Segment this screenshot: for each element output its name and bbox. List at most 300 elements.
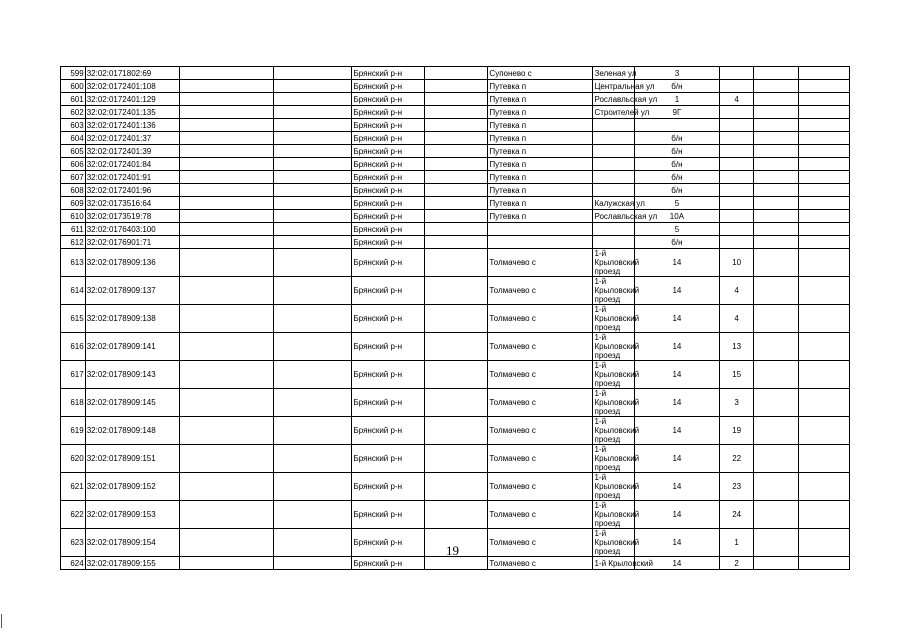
cadastral-number-cell: 32:02:0172401:37 [85,132,180,145]
house-cell: б/н [634,80,719,93]
street-cell: 1-й Крыловский [594,558,653,568]
cadastral-number-cell: 32:02:0172401:108 [85,80,180,93]
row-number-cell: 622 [61,501,86,529]
district-cell: Брянский р-н [352,389,424,417]
empty-cell [754,473,799,501]
district-cell: Брянский р-н [352,529,424,557]
row-number-cell: 601 [61,93,86,106]
house-cell: 14 [634,277,719,305]
empty-cell [180,305,274,333]
empty-cell [424,501,488,529]
locality-cell [488,236,593,249]
locality-cell: Путевка п [488,106,593,119]
locality-cell: Путевка п [488,93,593,106]
table-row [61,223,850,236]
empty-cell [180,236,274,249]
empty-cell [180,210,274,223]
empty-cell [274,145,352,158]
locality-cell: Супонево с [488,67,593,80]
empty-cell [424,210,488,223]
empty-cell [424,417,488,445]
locality-cell: Путевка п [488,119,593,132]
empty-cell [799,93,850,106]
cadastral-number-cell: 32:02:0178909:148 [85,417,180,445]
row-number-cell: 614 [61,277,86,305]
district-cell: Брянский р-н [352,197,424,210]
empty-cell [754,197,799,210]
locality-cell: Путевка п [488,171,593,184]
district-cell: Брянский р-н [352,145,424,158]
house-cell: 14 [634,445,719,473]
empty-cell [274,389,352,417]
empty-cell [799,210,850,223]
flat-cell [720,223,754,236]
row-number-cell: 599 [61,67,86,80]
empty-cell [180,197,274,210]
empty-cell [799,158,850,171]
empty-cell [424,305,488,333]
flat-cell [720,80,754,93]
district-cell: Брянский р-н [352,93,424,106]
empty-cell [180,80,274,93]
district-cell: Брянский р-н [352,171,424,184]
empty-cell [424,67,488,80]
flat-cell: 22 [720,445,754,473]
empty-cell [754,210,799,223]
row-number-cell: 619 [61,417,86,445]
table-row [61,236,850,249]
cadastral-number-cell: 32:02:0178909:153 [85,501,180,529]
district-cell: Брянский р-н [352,223,424,236]
empty-cell [754,333,799,361]
empty-cell [424,249,488,277]
empty-cell [799,305,850,333]
flat-cell [720,197,754,210]
street-cell: 1-й Крыловский проезд [594,529,640,556]
house-cell: б/н [634,145,719,158]
empty-cell [799,145,850,158]
district-cell: Брянский р-н [352,184,424,197]
empty-cell [754,501,799,529]
empty-cell [754,305,799,333]
empty-cell [799,223,850,236]
row-number-cell: 616 [61,333,86,361]
cadastral-number-cell: 32:02:0172401:39 [85,145,180,158]
empty-cell [424,145,488,158]
empty-cell [274,473,352,501]
house-cell: 3 [634,67,719,80]
district-cell: Брянский р-н [352,80,424,93]
cadastral-number-cell: 32:02:0178909:136 [85,249,180,277]
empty-cell [754,119,799,132]
flat-cell: 3 [720,389,754,417]
street-cell [593,184,634,197]
district-cell: Брянский р-н [352,473,424,501]
row-number-cell: 624 [61,557,86,570]
cadastral-number-cell: 32:02:0172401:91 [85,171,180,184]
street-cell: Рославльская ул [594,211,658,221]
empty-cell [799,236,850,249]
empty-cell [424,132,488,145]
locality-cell: Путевка п [488,132,593,145]
district-cell: Брянский р-н [352,361,424,389]
row-number-cell: 606 [61,158,86,171]
empty-cell [274,417,352,445]
locality-cell: Толмачево с [488,445,593,473]
street-cell: 1-й Крыловский проезд [594,249,640,276]
empty-cell [799,80,850,93]
empty-cell [274,249,352,277]
locality-cell: Путевка п [488,197,593,210]
house-cell: 14 [634,305,719,333]
empty-cell [799,445,850,473]
district-cell: Брянский р-н [352,445,424,473]
district-cell: Брянский р-н [352,236,424,249]
empty-cell [274,361,352,389]
empty-cell [754,417,799,445]
empty-cell [180,333,274,361]
empty-cell [274,132,352,145]
row-number-cell: 600 [61,80,86,93]
cadastral-number-cell: 32:02:0171802:69 [85,67,180,80]
cadastral-number-cell: 32:02:0172401:84 [85,158,180,171]
locality-cell [488,223,593,236]
house-cell: 10А [634,210,719,223]
empty-cell [754,277,799,305]
locality-cell: Толмачево с [488,473,593,501]
table-row [61,305,850,333]
empty-cell [274,184,352,197]
street-cell: Центральная ул [594,81,655,91]
cadastral-number-cell: 32:02:0172401:129 [85,93,180,106]
table-row [61,389,850,417]
empty-cell [424,361,488,389]
flat-cell [720,67,754,80]
locality-cell: Толмачево с [488,333,593,361]
empty-cell [799,106,850,119]
house-cell: 14 [634,389,719,417]
empty-cell [754,67,799,80]
table-row [61,210,850,223]
district-cell: Брянский р-н [352,106,424,119]
street-cell [593,158,634,171]
row-number-cell: 617 [61,361,86,389]
empty-cell [180,249,274,277]
house-cell: б/н [634,158,719,171]
district-cell: Брянский р-н [352,417,424,445]
cadastral-number-cell: 32:02:0172401:135 [85,106,180,119]
flat-cell: 10 [720,249,754,277]
district-cell: Брянский р-н [352,277,424,305]
table-row [61,171,850,184]
empty-cell [424,106,488,119]
empty-cell [424,93,488,106]
scan-edge-mark [1,614,2,628]
empty-cell [424,389,488,417]
table-row [61,361,850,389]
empty-cell [424,171,488,184]
locality-cell: Толмачево с [488,361,593,389]
cadastral-number-cell: 32:02:0172401:96 [85,184,180,197]
empty-cell [799,417,850,445]
house-cell: 14 [634,501,719,529]
house-cell [634,119,719,132]
row-number-cell: 621 [61,473,86,501]
district-cell: Брянский р-н [352,119,424,132]
locality-cell: Толмачево с [488,277,593,305]
house-cell: 1 [634,93,719,106]
flat-cell: 2 [720,557,754,570]
empty-cell [180,132,274,145]
flat-cell: 13 [720,333,754,361]
table-row [61,333,850,361]
district-cell: Брянский р-н [352,501,424,529]
empty-cell [274,501,352,529]
table-row [61,445,850,473]
table-row [61,145,850,158]
cadastral-number-cell: 32:02:0176403:100 [85,223,180,236]
flat-cell [720,106,754,119]
flat-cell [720,184,754,197]
empty-cell [754,93,799,106]
house-cell: 14 [634,249,719,277]
flat-cell: 1 [720,529,754,557]
empty-cell [274,80,352,93]
empty-cell [754,223,799,236]
empty-cell [180,106,274,119]
street-cell: 1-й Крыловский проезд [594,333,640,360]
row-number-cell: 603 [61,119,86,132]
table-row [61,93,850,106]
street-cell: 1-й Крыловский проезд [594,361,640,388]
flat-cell [720,236,754,249]
district-cell: Брянский р-н [352,305,424,333]
table-row [61,158,850,171]
row-number-cell: 618 [61,389,86,417]
empty-cell [754,389,799,417]
empty-cell [274,333,352,361]
table-row [61,501,850,529]
row-number-cell: 602 [61,106,86,119]
street-cell [593,223,634,236]
locality-cell: Толмачево с [488,557,593,570]
row-number-cell: 609 [61,197,86,210]
row-number-cell: 612 [61,236,86,249]
locality-cell: Толмачево с [488,305,593,333]
row-number-cell: 620 [61,445,86,473]
empty-cell [180,445,274,473]
cadastral-number-cell: 32:02:0172401:136 [85,119,180,132]
empty-cell [180,361,274,389]
flat-cell [720,145,754,158]
empty-cell [424,158,488,171]
table-row [61,473,850,501]
cadastral-number-cell: 32:02:0178909:155 [85,557,180,570]
empty-cell [424,277,488,305]
empty-cell [424,236,488,249]
empty-cell [180,417,274,445]
house-cell: б/н [634,171,719,184]
flat-cell [720,158,754,171]
flat-cell: 4 [720,277,754,305]
empty-cell [274,236,352,249]
row-number-cell: 607 [61,171,86,184]
empty-cell [424,184,488,197]
table-row [61,119,850,132]
page-number: 19 [446,543,459,558]
house-cell: б/н [634,132,719,145]
empty-cell [180,184,274,197]
district-cell: Брянский р-н [352,158,424,171]
street-cell [593,132,634,145]
flat-cell [720,119,754,132]
cadastral-number-cell: 32:02:0178909:152 [85,473,180,501]
row-number-cell: 610 [61,210,86,223]
locality-cell: Толмачево с [488,501,593,529]
empty-cell [799,333,850,361]
street-cell [593,236,634,249]
empty-cell [799,184,850,197]
house-cell: 14 [634,557,719,570]
empty-cell [754,145,799,158]
flat-cell: 4 [720,305,754,333]
street-cell [593,119,634,132]
row-number-cell: 604 [61,132,86,145]
cadastral-number-cell: 32:02:0178909:151 [85,445,180,473]
district-cell: Брянский р-н [352,557,424,570]
table-row [61,197,850,210]
flat-cell [720,171,754,184]
empty-cell [424,197,488,210]
empty-cell [754,445,799,473]
street-cell: 1-й Крыловский проезд [594,501,640,528]
house-cell: 5 [634,223,719,236]
empty-cell [799,501,850,529]
empty-cell [799,197,850,210]
empty-cell [754,106,799,119]
empty-cell [754,158,799,171]
empty-cell [424,80,488,93]
row-number-cell: 608 [61,184,86,197]
cadastral-number-cell: 32:02:0178909:138 [85,305,180,333]
table-row [61,132,850,145]
flat-cell: 19 [720,417,754,445]
district-cell: Брянский р-н [352,249,424,277]
flat-cell: 15 [720,361,754,389]
row-number-cell: 605 [61,145,86,158]
street-cell: 1-й Крыловский проезд [594,473,640,500]
locality-cell: Путевка п [488,145,593,158]
table-row [61,80,850,93]
district-cell: Брянский р-н [352,333,424,361]
empty-cell [274,277,352,305]
empty-cell [274,119,352,132]
cadastral-number-cell: 32:02:0178909:137 [85,277,180,305]
flat-cell: 24 [720,501,754,529]
street-cell: Рославльская ул [594,94,658,104]
empty-cell [180,389,274,417]
empty-cell [274,445,352,473]
empty-cell [799,361,850,389]
locality-cell: Толмачево с [488,389,593,417]
table-row [61,417,850,445]
empty-cell [180,501,274,529]
row-number-cell: 613 [61,249,86,277]
table-row [61,277,850,305]
locality-cell: Толмачево с [488,249,593,277]
empty-cell [424,119,488,132]
empty-cell [180,223,274,236]
table-body [61,67,850,570]
empty-cell [180,145,274,158]
empty-cell [754,249,799,277]
house-cell: 14 [634,529,719,557]
locality-cell: Путевка п [488,184,593,197]
house-cell: б/н [634,184,719,197]
table-row [61,106,850,119]
street-cell: Калужская ул [594,198,645,208]
street-cell: 1-й Крыловский проезд [594,305,640,332]
house-cell: 14 [634,417,719,445]
empty-cell [424,473,488,501]
cadastral-number-cell: 32:02:0178909:141 [85,333,180,361]
empty-cell [180,158,274,171]
table-row [61,67,850,80]
street-cell: 1-й Крыловский проезд [594,417,640,444]
empty-cell [799,389,850,417]
cadastral-number-cell: 32:02:0178909:154 [85,529,180,557]
house-cell: 5 [634,197,719,210]
empty-cell [180,119,274,132]
empty-cell [180,67,274,80]
locality-cell: Путевка п [488,80,593,93]
street-cell [593,171,634,184]
street-cell [593,145,634,158]
house-cell: 9Г [634,106,719,119]
cadastral-number-cell: 32:02:0176901:71 [85,236,180,249]
flat-cell: 4 [720,93,754,106]
empty-cell [274,223,352,236]
house-cell: 14 [634,333,719,361]
empty-cell [274,197,352,210]
street-cell: 1-й Крыловский проезд [594,445,640,472]
empty-cell [274,158,352,171]
empty-cell [180,277,274,305]
flat-cell [720,210,754,223]
table-row [61,249,850,277]
empty-cell [754,236,799,249]
district-cell: Брянский р-н [352,210,424,223]
empty-cell [274,67,352,80]
flat-cell [720,132,754,145]
empty-cell [799,171,850,184]
row-number-cell: 615 [61,305,86,333]
empty-cell [274,106,352,119]
empty-cell [424,445,488,473]
street-cell: 1-й Крыловский проезд [594,277,640,304]
empty-cell [424,333,488,361]
empty-cell [799,119,850,132]
empty-cell [754,171,799,184]
empty-cell [754,184,799,197]
cadastral-number-cell: 32:02:0178909:143 [85,361,180,389]
empty-cell [754,80,799,93]
cadastral-number-cell: 32:02:0178909:145 [85,389,180,417]
empty-cell [799,277,850,305]
street-cell: Строителей ул [594,107,650,117]
empty-cell [799,132,850,145]
empty-cell [754,132,799,145]
